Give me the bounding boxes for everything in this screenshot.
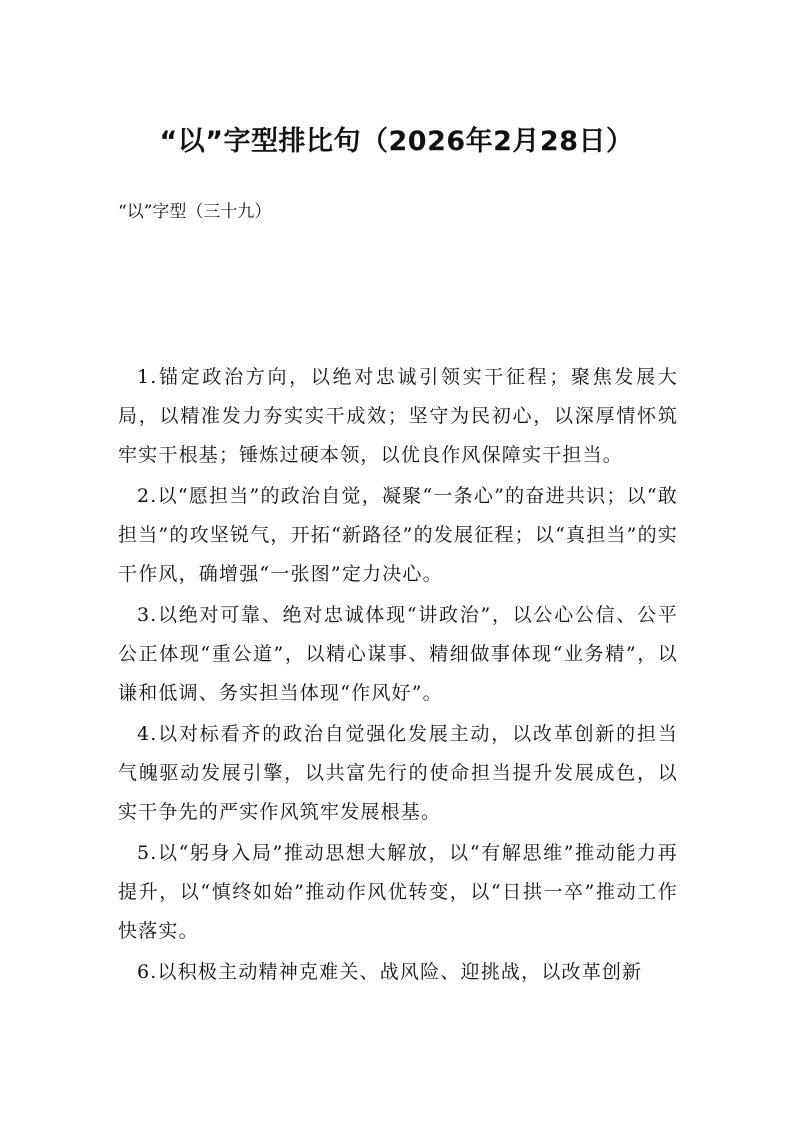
paragraph-3: 3.以绝对可靠、绝对忠诚体现“讲政治”，以公心公信、公平公正体现“重公道”，以精心谋事、精细做事体现“业务精”，以谦和低调、务实担当体现“作风好”。 — [118, 604, 678, 704]
paragraph-5: 5.以“躬身入局”推动思想大解放，以“有解思维”推动能力再提升，以“慎终如始”推动作风优转变，以“日拱一卒”推动工作快落实。 — [118, 842, 678, 942]
document-title: “以”字型排比句（2026年2月28日） — [159, 126, 634, 157]
document-subtitle: “以”字型（三十九） — [118, 202, 272, 222]
paragraph-2: 2.以“愿担当”的政治自觉，凝聚“一条心”的奋进共识；以“敢担当”的攻坚锐气，开拓“新路径”的发展征程；以“真担当”的实干作风，确增强“一张图”定力决心。 — [118, 485, 678, 585]
document-body — [118, 358, 678, 994]
paragraph-1: 1.锚定政治方向，以绝对忠诚引领实干征程；聚焦发展大局，以精准发力夯实实干成效；坚守为民初心，以深厚情怀筑牢实干根基；锤炼过硬本领，以优良作风保障实干担当。 — [118, 366, 678, 466]
paragraph-4: 4.以对标看齐的政治自觉强化发展主动，以改革创新的担当气魄驱动发展引擎，以共富先行的使命担当提升发展成色，以实干争先的严实作风筑牢发展根基。 — [118, 723, 678, 823]
paragraph-6: 6.以积极主动精神克难关、战风险、迎挑战，以改革创新 — [137, 961, 643, 983]
